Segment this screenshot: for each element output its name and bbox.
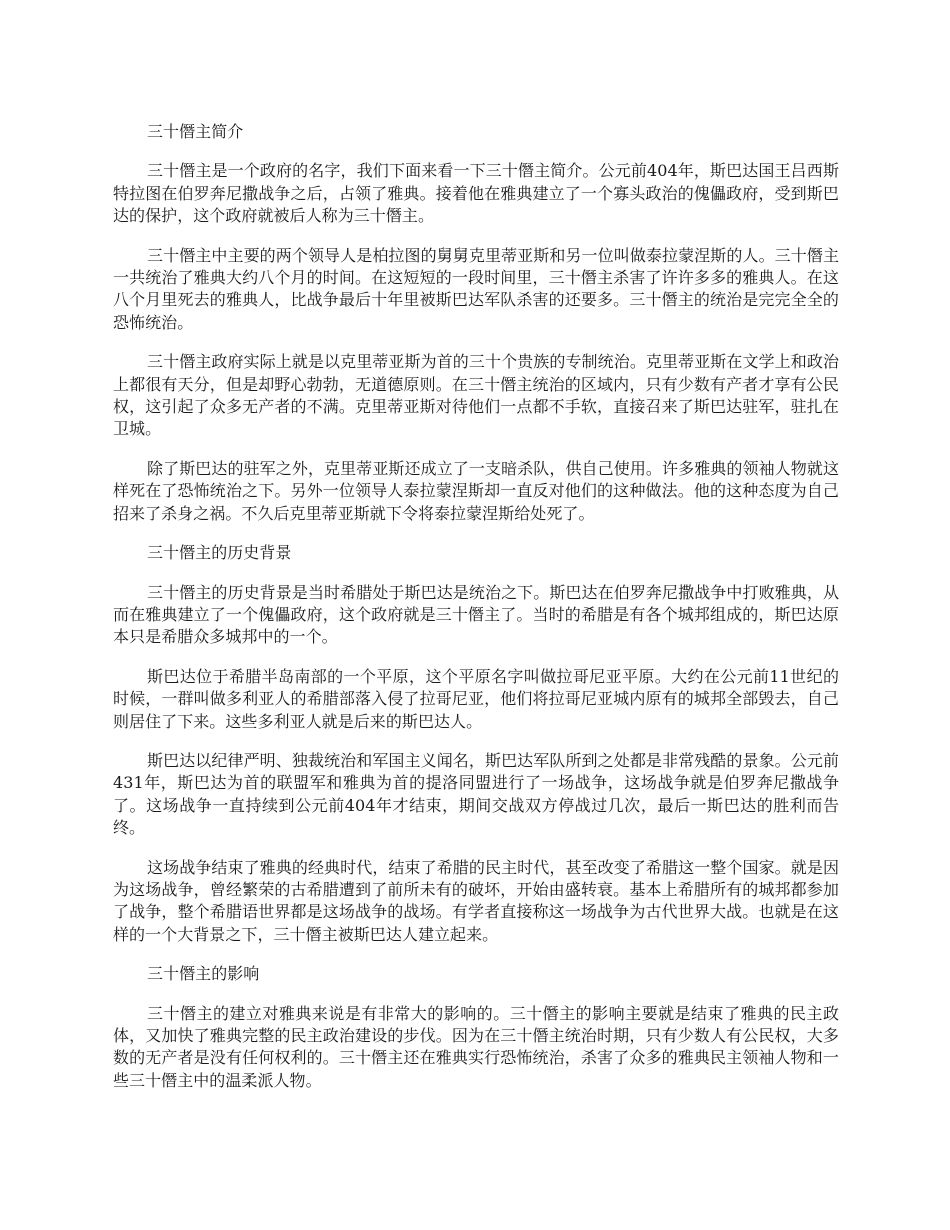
section-heading-intro: 三十僭主简介	[147, 122, 244, 141]
document-page	[113, 121, 839, 1109]
paragraph: 三十僭主的建立对雅典来说是有非常大的影响的。三十僭主的影响主要就是结束了雅典的民主政体，又加快了雅典完整的民主政治建设的步伐。因为在三十僭主统治时期，只有少数人有公民权，大多数的无产者是没有任何权利的。三十僭主还在雅典实行恐怖统治，杀害了众多的雅典民主领袖人物和一些三十僭主中的温柔派人物。	[113, 1003, 839, 1090]
paragraph: 三十僭主的历史背景是当时希腊处于斯巴达是统治之下。斯巴达在伯罗奔尼撒战争中打败雅典，从而在雅典建立了一个傀儡政府，这个政府就是三十僭主了。当时的希腊是有各个城邦组成的，斯巴达原本只是希腊众多城邦中的一个。	[113, 582, 839, 647]
paragraph: 三十僭主是一个政府的名字，我们下面来看一下三十僭主简介。公元前404年，斯巴达国王吕西斯特拉图在伯罗奔尼撒战争之后，占领了雅典。接着他在雅典建立了一个寡头政治的傀儡政府，受到斯巴达的保护，这个政府就被后人称为三十僭主。	[113, 161, 839, 226]
paragraph: 除了斯巴达的驻军之外，克里蒂亚斯还成立了一支暗杀队，供自己使用。许多雅典的领袖人物就这样死在了恐怖统治之下。另外一位领导人泰拉蒙涅斯却一直反对他们的这种做法。他的这种态度为自己招来了杀身之祸。不久后克里蒂亚斯就下令将泰拉蒙涅斯给处死了。	[113, 458, 839, 523]
paragraph: 这场战争结束了雅典的经典时代，结束了希腊的民主时代，甚至改变了希腊这一整个国家。就是因为这场战争，曾经繁荣的古希腊遭到了前所未有的破坏，开始由盛转衰。基本上希腊所有的城邦都参加了战争，整个希腊语世界都是这场战争的战场。有学者直接称这一场战争为古代世界大战。也就是在这样的一个大背景之下，三十僭主被斯巴达人建立起来。	[113, 857, 839, 944]
section-heading-influence: 三十僭主的影响	[147, 964, 260, 984]
paragraph: 三十僭主政府实际上就是以克里蒂亚斯为首的三十个贵族的专制统治。克里蒂亚斯在文学上和政治上都很有天分，但是却野心勃勃，无道德原则。在三十僭主统治的区域内，只有少数有产者才享有公民权，这引起了众多无产者的不满。克里蒂亚斯对待他们一点都不手软，直接召来了斯巴达驻军，驻扎在卫城。	[113, 352, 839, 439]
paragraph: 斯巴达以纪律严明、独裁统治和军国主义闻名，斯巴达军队所到之处都是非常残酷的景象。公元前431年，斯巴达为首的联盟军和雅典为首的提洛同盟进行了一场战争，这场战争就是伯罗奔尼撒战争了。这场战争一直持续到公元前404年才结束，期间交战双方停战过几次，最后一斯巴达的胜利而告终。	[113, 750, 839, 838]
section-heading-background: 三十僭主的历史背景	[147, 543, 292, 563]
paragraph: 三十僭主中主要的两个领导人是柏拉图的舅舅克里蒂亚斯和另一位叫做泰拉蒙涅斯的人。三十僭主一共统治了雅典大约八个月的时间。在这短短的一段时间里，三十僭主杀害了许许多多的雅典人。在这八个月里死去的雅典人，比战争最后十年里被斯巴达军队杀害的还要多。三十僭主的统治是完完全全的恐怖统治。	[113, 245, 839, 332]
paragraph: 斯巴达位于希腊半岛南部的一个平原，这个平原名字叫做拉哥尼亚平原。大约在公元前11世纪的时候，一群叫做多利亚人的希腊部落入侵了拉哥尼亚，他们将拉哥尼亚城内原有的城邦全部毁去，自己则居住了下来。这些多利亚人就是后来的斯巴达人。	[113, 666, 839, 731]
